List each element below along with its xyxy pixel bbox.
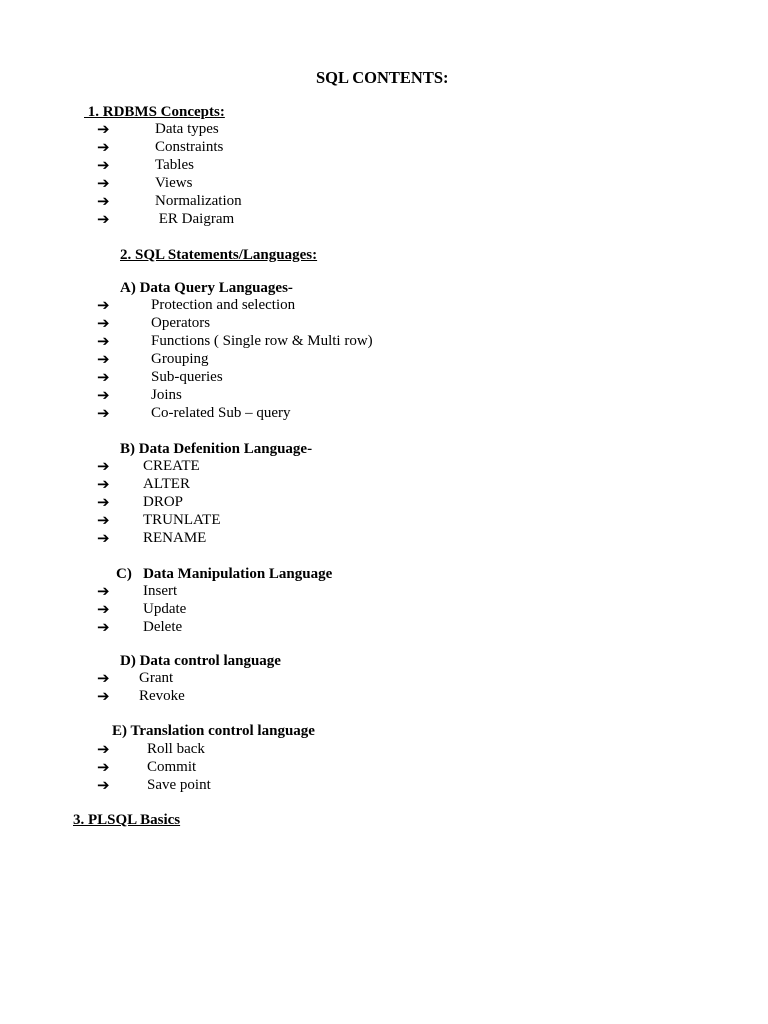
section-2-heading: 2. SQL Statements/Languages: — [120, 247, 318, 263]
arrow-bullet-icon: ➔ — [97, 493, 110, 511]
list-item: Functions ( Single row & Multi row) — [151, 333, 373, 349]
list-item: ALTER — [143, 476, 190, 492]
arrow-bullet-icon: ➔ — [97, 386, 110, 404]
list-item: TRUNLATE — [143, 512, 221, 528]
list-item: Sub-queries — [151, 369, 223, 385]
arrow-bullet-icon: ➔ — [97, 332, 110, 350]
section-1-heading: 1. RDBMS Concepts: — [84, 104, 225, 120]
list-item: Tables — [155, 157, 194, 173]
list-item: Normalization — [155, 193, 242, 209]
arrow-bullet-icon: ➔ — [97, 618, 110, 636]
arrow-bullet-icon: ➔ — [97, 600, 110, 618]
list-item: DROP — [143, 494, 184, 510]
arrow-bullet-icon: ➔ — [97, 475, 110, 493]
subsection-a-heading: A) Data Query Languages- — [120, 280, 293, 296]
list-item: Joins — [151, 387, 182, 403]
arrow-bullet-icon: ➔ — [97, 529, 110, 547]
arrow-bullet-icon: ➔ — [97, 296, 110, 314]
document-title: SQL CONTENTS: — [316, 68, 449, 87]
arrow-bullet-icon: ➔ — [97, 314, 110, 332]
arrow-bullet-icon: ➔ — [97, 156, 110, 174]
subsection-e-heading: E) Translation control language — [112, 723, 315, 739]
list-item: Protection and selection — [151, 297, 296, 313]
list-item: Grant — [139, 670, 174, 686]
arrow-bullet-icon: ➔ — [97, 404, 110, 422]
subsection-c-heading: C) Data Manipulation Language — [116, 566, 333, 582]
list-item: Delete — [143, 619, 183, 635]
arrow-bullet-icon: ➔ — [97, 758, 110, 776]
list-item: Co-related Sub – query — [151, 405, 291, 421]
list-item: Revoke — [139, 688, 185, 704]
arrow-bullet-icon: ➔ — [97, 582, 110, 600]
list-item: Views — [155, 175, 193, 191]
list-item: Update — [143, 601, 187, 617]
arrow-bullet-icon: ➔ — [97, 669, 110, 687]
arrow-bullet-icon: ➔ — [97, 511, 110, 529]
section-3-heading: 3. PLSQL Basics — [73, 812, 181, 828]
list-item: Roll back — [147, 741, 205, 757]
list-item: Save point — [147, 777, 211, 793]
arrow-bullet-icon: ➔ — [97, 368, 110, 386]
list-item: Grouping — [151, 351, 209, 367]
subsection-d-heading: D) Data control language — [120, 653, 281, 669]
list-item: Constraints — [155, 139, 224, 155]
subsection-b-heading: B) Data Defenition Language- — [120, 441, 313, 457]
list-item: Insert — [143, 583, 178, 599]
arrow-bullet-icon: ➔ — [97, 350, 110, 368]
arrow-bullet-icon: ➔ — [97, 687, 110, 705]
arrow-bullet-icon: ➔ — [97, 120, 110, 138]
list-item: Commit — [147, 759, 197, 775]
list-item: Operators — [151, 315, 211, 331]
list-item: ER Daigram — [155, 211, 235, 227]
arrow-bullet-icon: ➔ — [97, 174, 110, 192]
list-item: RENAME — [143, 530, 207, 546]
list-item: CREATE — [143, 458, 200, 474]
arrow-bullet-icon: ➔ — [97, 457, 110, 475]
list-item: Data types — [155, 121, 219, 137]
arrow-bullet-icon: ➔ — [97, 776, 110, 794]
arrow-bullet-icon: ➔ — [97, 740, 110, 758]
arrow-bullet-icon: ➔ — [97, 138, 110, 156]
arrow-bullet-icon: ➔ — [97, 210, 110, 228]
arrow-bullet-icon: ➔ — [97, 192, 110, 210]
